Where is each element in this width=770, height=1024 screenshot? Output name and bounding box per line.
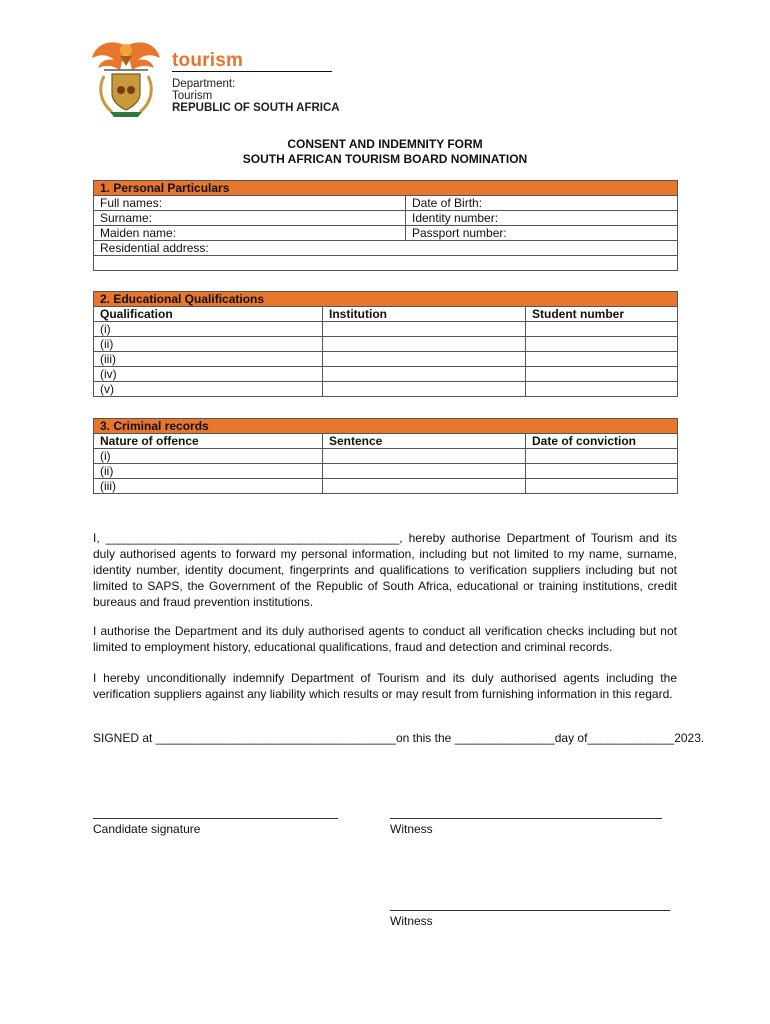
candidate-signature-label: Candidate signature [93,822,201,836]
table-cell[interactable] [323,352,526,367]
witness2-signature-label: Witness [390,914,433,928]
table-cell[interactable] [526,337,678,352]
section-heading: 3. Criminal records [94,419,678,434]
table-cell[interactable] [323,322,526,337]
table-cell[interactable] [323,367,526,382]
table-cell[interactable] [323,337,526,352]
residential-address-line[interactable] [94,256,678,271]
full-names-field[interactable]: Full names: [94,196,406,211]
passport-number-field[interactable]: Passport number: [406,226,678,241]
table-cell[interactable] [526,464,678,479]
candidate-signature-line[interactable] [93,818,338,819]
criminal-records-table [93,418,678,494]
table-row [94,337,678,352]
maiden-name-field[interactable]: Maiden name: [94,226,406,241]
column-header: Qualification [94,307,323,322]
table-cell[interactable] [526,352,678,367]
section-heading: 2. Educational Qualifications [94,292,678,307]
column-header: Sentence [323,434,526,449]
table-cell[interactable] [526,322,678,337]
table-cell[interactable] [323,449,526,464]
authorisation-paragraph: I, ____________________________________________, hereby authorise Department of Tourism and its duly authorised agents to forward my personal information, including but not limited to my name, surname, identity number, identity document, fingerprints and qualifications to verification suppliers including but not limited to SAPS, the Government of the Republic of South Africa, educational or training institutions, credit bureaus and fraud prevention institutions. [93,531,677,609]
row-label[interactable]: (i) [94,449,323,464]
table-row [94,382,678,397]
educational-qualifications-table [93,291,678,397]
identity-number-field[interactable]: Identity number: [406,211,678,226]
column-header: Date of conviction [526,434,678,449]
table-row [94,479,678,494]
column-header: Nature of offence [94,434,323,449]
verification-paragraph: I authorise the Department and its duly authorised agents to conduct all verification checks including but not limited to employment history, educational qualifications, fraud and detection and criminal records. [93,624,677,654]
table-cell[interactable] [526,449,678,464]
table-cell[interactable] [323,479,526,494]
table-cell[interactable] [526,479,678,494]
dept-label: Department: [172,78,236,90]
table-cell[interactable] [526,367,678,382]
table-cell[interactable] [526,382,678,397]
signed-at-line[interactable]: SIGNED at ____________________________________on this the _______________day of_____________2023. [93,731,705,745]
form-subtitle: SOUTH AFRICAN TOURISM BOARD NOMINATION [242,152,528,166]
table-cell[interactable] [323,464,526,479]
table-row [94,352,678,367]
dept-name: Tourism [172,90,213,102]
table-row [94,322,678,337]
date-of-birth-field[interactable]: Date of Birth: [406,196,678,211]
column-header: Institution [323,307,526,322]
row-label[interactable]: (i) [94,322,323,337]
coat-of-arms-icon [90,36,162,118]
witness1-signature-line[interactable] [390,818,662,819]
column-header: Student number [526,307,678,322]
header-logo [90,36,340,118]
table-row [94,367,678,382]
witness2-signature-line[interactable] [390,910,670,911]
table-cell[interactable] [323,382,526,397]
surname-field[interactable]: Surname: [94,211,406,226]
table-row [94,449,678,464]
residential-address-field[interactable]: Residential address: [94,241,678,256]
personal-particulars-table [93,180,678,271]
country-name: REPUBLIC OF SOUTH AFRICA [172,102,340,114]
brand-divider [172,71,332,72]
form-title: CONSENT AND INDEMNITY FORM [287,137,483,151]
row-label[interactable]: (iv) [94,367,323,382]
row-label[interactable]: (v) [94,382,323,397]
indemnity-paragraph: I hereby unconditionally indemnify Department of Tourism and its duly authorised agents including the verification suppliers against any liability which results or may result from furnishing information in this regard. [93,671,677,701]
row-label[interactable]: (iii) [94,479,323,494]
section-heading: 1. Personal Particulars [94,181,678,196]
brand-wordmark: tourism [172,50,244,71]
witness1-signature-label: Witness [390,822,433,836]
table-row [94,464,678,479]
row-label[interactable]: (ii) [94,464,323,479]
row-label[interactable]: (iii) [94,352,323,367]
row-label[interactable]: (ii) [94,337,323,352]
